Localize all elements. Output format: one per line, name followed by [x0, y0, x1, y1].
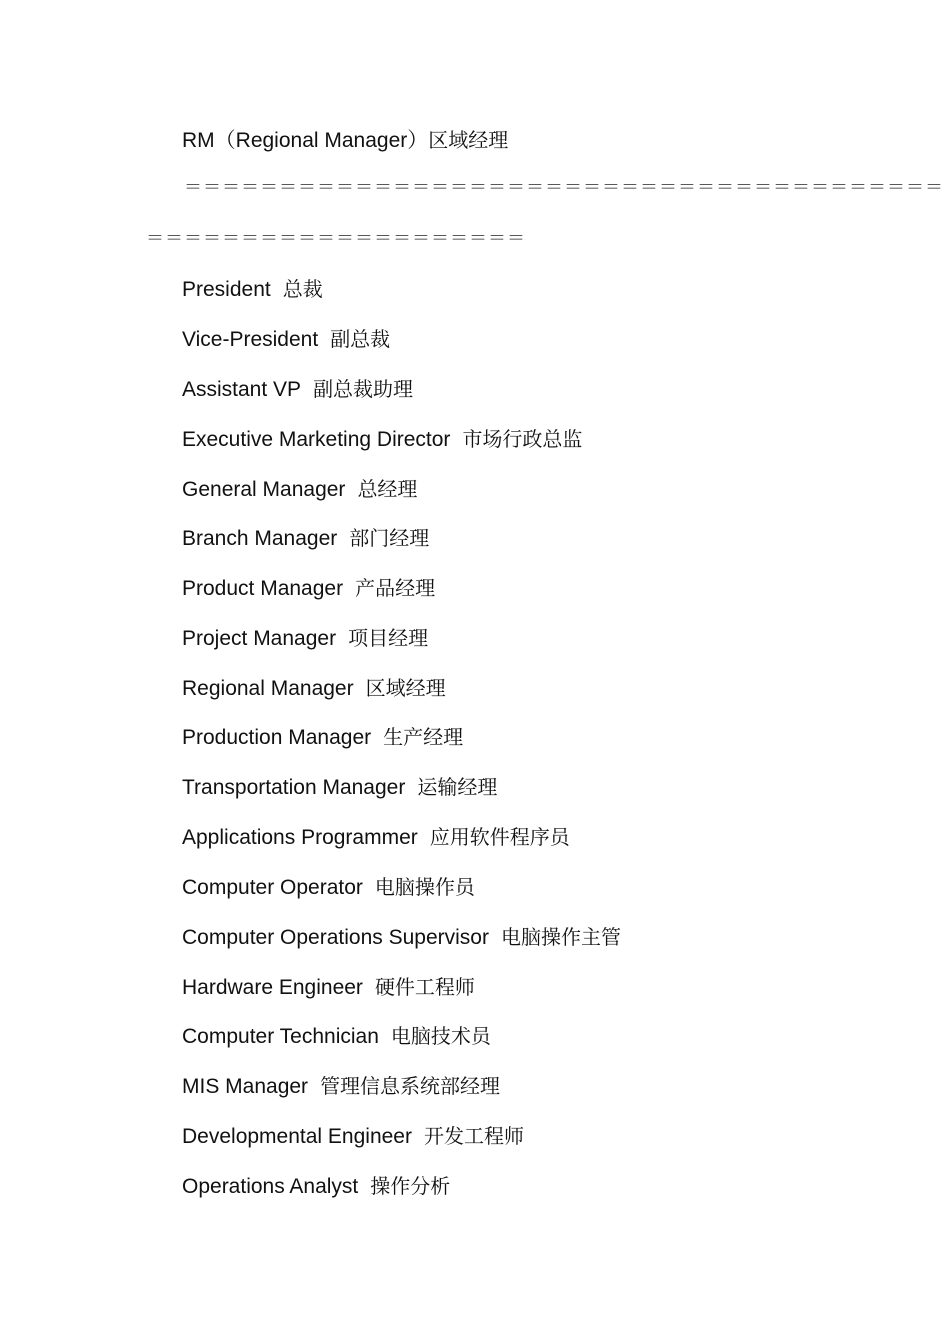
entry-chinese: 总裁: [282, 277, 323, 301]
entry-english: Assistant VP: [182, 378, 302, 401]
entry-chinese: 副总裁助理: [313, 377, 414, 401]
entry-english: Developmental Engineer: [182, 1125, 412, 1148]
entry-english: Project Manager: [182, 627, 337, 650]
entry-executive-marketing-director: [182, 426, 582, 453]
entry-general-manager: [182, 476, 417, 503]
separator-line-2: ＝＝＝＝＝＝＝＝＝＝＝＝＝＝＝＝＝＝＝＝: [146, 228, 526, 249]
entry-chinese: 应用软件程序员: [429, 825, 570, 849]
entry-english: Computer Operator: [182, 876, 363, 899]
entry-vice-president: [182, 326, 390, 353]
heading-english: RM（Regional Manager）: [182, 129, 429, 152]
entry-english: Computer Operations Supervisor: [182, 926, 489, 949]
entry-chinese: 开发工程师: [423, 1124, 524, 1148]
entry-hardware-engineer: [182, 974, 475, 1001]
entry-english: Transportation Manager: [182, 776, 406, 799]
entry-chinese: 区域经理: [365, 676, 446, 700]
entry-english: President: [182, 278, 271, 301]
entry-english: Applications Programmer: [182, 826, 418, 849]
entry-branch-manager: [182, 525, 429, 552]
entry-chinese: 电脑操作员: [374, 875, 475, 899]
entry-president: [182, 276, 323, 303]
entry-english: General Manager: [182, 478, 346, 501]
entry-english: Production Manager: [182, 726, 372, 749]
entry-chinese: 运输经理: [417, 775, 498, 799]
entry-english: Executive Marketing Director: [182, 428, 451, 451]
entry-computer-technician: [182, 1023, 491, 1050]
entry-applications-programmer: [182, 824, 570, 851]
entry-chinese: 项目经理: [348, 626, 429, 650]
entry-english: Computer Technician: [182, 1025, 379, 1048]
entry-english: Operations Analyst: [182, 1175, 359, 1198]
entry-english: MIS Manager: [182, 1075, 309, 1098]
entry-chinese: 部门经理: [349, 526, 430, 550]
entry-transportation-manager: [182, 774, 497, 801]
entry-chinese: 总经理: [357, 477, 418, 501]
entry-production-manager: [182, 724, 463, 751]
entry-computer-operator: [182, 874, 475, 901]
entry-english: Hardware Engineer: [182, 976, 363, 999]
entry-chinese: 操作分析: [370, 1174, 451, 1198]
entry-project-manager: [182, 625, 428, 652]
entry-chinese: 电脑操作主管: [500, 925, 621, 949]
entry-english: Vice-President: [182, 328, 319, 351]
entry-chinese: 副总裁: [330, 327, 391, 351]
separator-line-1: ＝＝＝＝＝＝＝＝＝＝＝＝＝＝＝＝＝＝＝＝＝＝＝＝＝＝＝＝＝＝＝＝＝＝＝＝＝＝＝＝: [184, 177, 944, 198]
entry-assistant-vp: [182, 376, 413, 403]
entry-chinese: 电脑技术员: [390, 1024, 491, 1048]
entry-computer-operations-supervisor: [182, 924, 621, 951]
entry-regional-manager: [182, 675, 446, 702]
entry-english: Product Manager: [182, 577, 344, 600]
entry-chinese: 硬件工程师: [374, 975, 475, 999]
entry-mis-manager: [182, 1073, 500, 1100]
entry-chinese: 生产经理: [383, 725, 464, 749]
entry-chinese: 市场行政总监: [462, 427, 583, 451]
heading-chinese: 区域经理: [428, 128, 509, 152]
entry-english: Branch Manager: [182, 527, 338, 550]
section-heading: [182, 127, 508, 154]
entry-chinese: 产品经理: [355, 576, 436, 600]
entry-english: Regional Manager: [182, 677, 354, 700]
entry-operations-analyst: [182, 1173, 450, 1200]
entry-developmental-engineer: [182, 1123, 524, 1150]
entry-chinese: 管理信息系统部经理: [320, 1074, 501, 1098]
entry-product-manager: [182, 575, 435, 602]
